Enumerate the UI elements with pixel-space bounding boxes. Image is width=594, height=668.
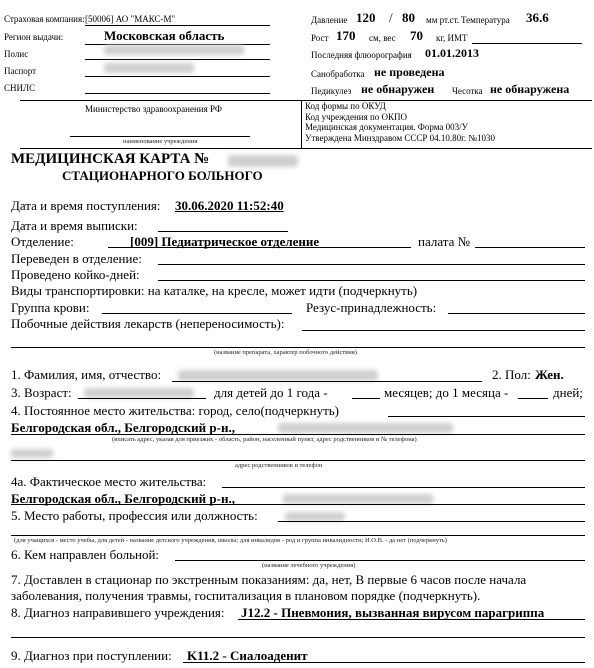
actual-address-label: 4а. Фактическое место жительства: — [11, 474, 207, 489]
form-code-line-2: Код учреждения по ОКПО — [305, 111, 408, 122]
pressure-unit: мм рт.ст. — [426, 15, 460, 25]
age-months-line — [352, 398, 380, 399]
relatives-line — [11, 460, 585, 461]
snils-line — [85, 93, 270, 94]
sex-value: Жен. — [535, 367, 564, 382]
card-title: МЕДИЦИНСКАЯ КАРТА № — [11, 151, 210, 167]
scabies-value: не обнаружена — [490, 82, 570, 96]
card-number-redacted — [228, 155, 298, 167]
rh-line — [448, 313, 585, 314]
address-line-1 — [388, 416, 585, 417]
sex-label: 2. Пол: — [492, 367, 531, 382]
weight-unit: кг, ИМТ — [436, 33, 468, 43]
pressure-label: Давление — [311, 15, 348, 25]
arrival-value: 30.06.2020 11:52:40 — [175, 198, 284, 213]
actual-address-line-1 — [222, 487, 585, 488]
form-code-line-1: Код формы по ОКУД — [305, 101, 386, 111]
form-code-line-3: Медицинская документация. Форма 003/У — [305, 122, 468, 132]
referred-line — [175, 560, 585, 561]
passport-label: Паспорт — [4, 66, 37, 76]
age-days-label: дней; — [553, 385, 583, 400]
actual-address-value: Белгородская обл., Белгородский р-н., — [11, 491, 235, 506]
lice-value: не обнаружен — [361, 82, 435, 96]
referred-caption: (название лечебного учреждения) — [262, 562, 356, 569]
transfer-line — [158, 264, 585, 265]
region-label: Регион выдачи: — [4, 32, 64, 42]
name-line — [172, 381, 482, 382]
lice-label: Педикулез — [311, 86, 352, 96]
referral-diagnosis-line — [238, 619, 585, 620]
ministry-divider — [301, 100, 302, 148]
sanitation-value: не проведена — [374, 65, 445, 79]
transport-label: Виды транспортировки: на каталке, на кресле, может идти (подчеркнуть) — [11, 283, 418, 298]
address-value: Белгородская обл., Белгородский р-н., — [11, 420, 235, 435]
work-line-1 — [278, 521, 585, 522]
ministry-bottom-line — [20, 148, 592, 149]
actual-address-line-2 — [11, 504, 585, 505]
admission-diagnosis-value: K11.2 - Сиалоаденит — [187, 648, 308, 663]
age-label: 3. Возраст: — [11, 385, 72, 400]
side-effects-label: Побочные действия лекарств (непереносимость): — [11, 316, 285, 331]
fluorography-label: Последняя флюорография — [311, 50, 412, 60]
ministry-name: Министерство здравоохранения РФ — [85, 104, 222, 114]
admission-diagnosis-line — [183, 662, 585, 663]
work-label: 5. Место работы, профессия или должность: — [11, 508, 258, 523]
policy-line — [85, 59, 270, 60]
passport-redacted — [104, 63, 194, 73]
age-days-line — [518, 398, 548, 399]
temperature-label: Температура — [461, 15, 510, 25]
department-value: [009] Педиатрическое отделение — [130, 234, 320, 249]
work-redacted — [285, 512, 345, 521]
department-label: Отделение: — [11, 234, 74, 249]
blood-group-label: Группа крови: — [11, 300, 90, 315]
arrival-label: Дата и время поступления: — [11, 198, 161, 213]
snils-label: СНИЛС — [4, 83, 36, 93]
actual-address-redacted — [283, 494, 433, 504]
temperature-value: 36.6 — [526, 10, 549, 25]
policy-label: Полис — [4, 49, 29, 59]
referral-diagnosis-value: J12.2 - Пневмония, вызванная вирусом парагриппа — [241, 605, 545, 620]
ward-line — [475, 247, 585, 248]
insurer-line — [85, 25, 270, 26]
passport-line — [85, 76, 270, 77]
scabies-label: Чесотка — [452, 86, 483, 96]
ward-label: палата № — [418, 234, 471, 249]
bed-days-label: Проведено койко-дней: — [11, 267, 140, 282]
bed-days-line — [158, 280, 585, 281]
policy-redacted — [104, 45, 244, 55]
side-effects-line — [302, 330, 585, 331]
height-label: Рост — [311, 33, 329, 43]
sanitation-label: Санобработка — [311, 69, 365, 79]
bmi-line — [472, 43, 582, 44]
pressure-separator: / — [389, 10, 393, 25]
work-line-2 — [11, 535, 585, 536]
institution-caption: наименование учреждения — [123, 138, 198, 145]
insurer-label: Страховая компания: — [4, 14, 85, 24]
address-label: 4. Постоянное место жительства: город, село(подчеркнуть) — [11, 403, 340, 418]
fluorography-value: 01.01.2013 — [425, 46, 479, 60]
side-effects-line-2 — [11, 347, 585, 348]
age-line — [78, 398, 206, 399]
insurer-value: [50006] АО "МАКС-М" — [85, 14, 176, 24]
card-subtitle: СТАЦИОНАРНОГО БОЛЬНОГО — [62, 168, 263, 183]
referred-label: 6. Кем направлен больной: — [11, 547, 160, 562]
address-redacted — [278, 423, 453, 433]
pressure-dia-value: 80 — [402, 10, 415, 25]
age-months-label: месяцев; до 1 месяца - — [384, 385, 509, 400]
institution-line — [70, 136, 250, 137]
age-child-label: для детей до 1 года - — [214, 385, 328, 400]
form-code-block — [305, 101, 495, 143]
address-line-2 — [11, 434, 585, 435]
pressure-sys-value: 120 — [356, 10, 376, 25]
height-value: 170 — [336, 28, 356, 43]
blood-group-line — [102, 313, 292, 314]
emergency-text-2: заболевания, получения травмы, госпитализация в плановом порядке (подчеркнуть). — [11, 588, 481, 603]
work-caption: (для учащихся - место учебы, для детей - название детского учреждения, школы; для инвалидов - род и группа инвалидности; И.О.В. - да нет (подчеркнуть) — [14, 537, 447, 544]
form-code-line-4: Утверждена Минздравом СССР 04.10.80г. №1030 — [305, 132, 495, 143]
relatives-caption: адрес родственников и телефон — [235, 462, 323, 469]
discharge-label: Дата и время выписки: — [11, 218, 138, 233]
relatives-redacted — [11, 449, 53, 458]
region-value: Московская область — [104, 28, 225, 43]
discharge-line — [158, 231, 288, 232]
address-caption: (вписать адрес, указав для приезжих - область, район, населенный пункт, адрес родственников и № телефона) — [112, 436, 417, 443]
admission-diagnosis-label: 9. Диагноз при поступлении: — [11, 648, 172, 663]
weight-value: 70 — [410, 28, 423, 43]
transfer-label: Переведен в отделение: — [11, 251, 142, 266]
side-effects-caption: (название препарата, характер побочного действия) — [214, 349, 357, 356]
department-line — [108, 247, 411, 248]
age-redacted — [84, 388, 194, 398]
referral-diagnosis-line-2 — [11, 637, 585, 638]
name-label: 1. Фамилия, имя, отчество: — [11, 367, 162, 382]
referral-diagnosis-label: 8. Диагноз направившего учреждения: — [11, 605, 225, 620]
height-unit: см, вес — [369, 33, 396, 43]
rh-label: Резус-принадлежность: — [306, 300, 437, 315]
emergency-text-1: 7. Доставлен в стационар по экстренным показаниям: да, нет, В первые 6 часов после начала — [11, 572, 527, 587]
name-redacted — [178, 370, 378, 381]
